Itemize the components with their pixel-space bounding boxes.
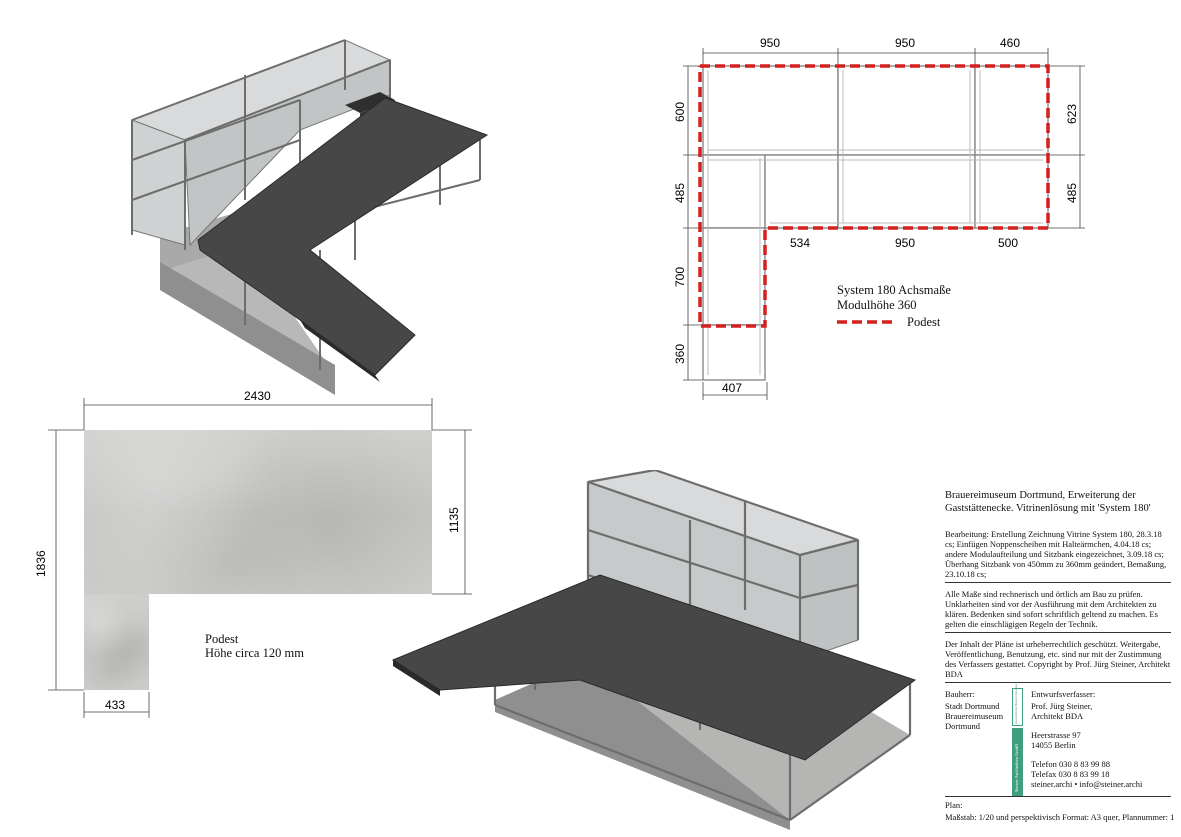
verification-note: Alle Maße sind rechnerisch und örtlich am Bau zu prüfen. Unklarheiten sind vor der Ausführung mit dem Architekten zu klären. Bedenken sind sofort schriftlich geltend zu machen. Es gelten die einschlägigen Regeln der Technik.: [945, 589, 1158, 629]
designer-label: Entwurfsverfasser:: [1031, 689, 1096, 699]
plan-legend-line1: System 180 Achsmaße: [837, 283, 951, 297]
title-block: [945, 486, 1175, 826]
revision-notes: Bearbeitung: Erstellung Zeichnung Vitrine System 180, 28.3.18 cs; Einfügen Noppenscheiben mit Halteärmchen, 4.04.18 cs; andere Modulaufteilung und Sitzbank eingezeichnet, 3.09.18 cs; Überhang Sitzbank von 450mm zu 360mm geändert, Bemaßung, 23.10.18 cs;: [945, 529, 1167, 579]
perspective-top-view: [120, 30, 510, 400]
podest-height-dim: 1836: [34, 550, 48, 577]
divider: [945, 632, 1171, 633]
designer-line: Prof. Jürg Steiner,: [1031, 701, 1093, 711]
plan-right-dim-2: 485: [1065, 182, 1079, 203]
logo-top-text: Ausstellung Design Realisiert: [1014, 682, 1018, 724]
contact-line: steiner.archi • info@steiner.archi: [1031, 779, 1143, 789]
podest-slab-leg: [84, 594, 149, 690]
client-line: Stadt Dortmund: [945, 701, 1000, 711]
divider: [945, 682, 1171, 683]
plan-top-dim-2: 950: [895, 36, 916, 50]
podest-right-dim: 1135: [447, 507, 461, 533]
plan-legend-line2: Modulhöhe 360: [837, 298, 917, 312]
logo-bottom-text: Steiner Architekten GmbH: [1014, 743, 1019, 792]
system180-plan: [660, 40, 1100, 410]
plan-inner-dim-2: 950: [895, 236, 916, 250]
plan-right-dim-1: 623: [1065, 103, 1079, 124]
plan-legend-podest: Podest: [907, 315, 941, 329]
plan-top-dim-3: 460: [1000, 36, 1021, 50]
contact-line: Telefon 030 8 83 99 88: [1031, 759, 1110, 769]
divider: [945, 796, 1171, 797]
contact-line: Telefax 030 8 83 99 18: [1031, 769, 1110, 779]
plan-left-dim-1: 600: [673, 101, 687, 122]
client-line: Brauereimuseum: [945, 711, 1004, 721]
divider: [945, 582, 1171, 583]
client-line: Dortmund: [945, 721, 980, 731]
podest-sublabel: Höhe circa 120 mm: [205, 646, 304, 660]
copyright-note: Der Inhalt der Pläne ist urheberrechtlich geschützt. Weitergabe, Veröffentlichung, Benutzung, etc. sind nur mit der Zustimmung des Verfassers gestattet. Copyright by Prof. Jürg Steiner, Architekt BDA: [945, 639, 1171, 679]
plan-info: Maßstab: 1/20 und perspektivisch Format: A3 quer, Plannummer: 1: [945, 812, 1175, 822]
address-line: Heerstrasse 97: [1031, 730, 1081, 740]
plan-bottom-dim: 407: [722, 381, 743, 395]
client-label: Bauherr:: [945, 689, 975, 699]
podest-slab-top: [84, 430, 432, 594]
project-title: Brauereimuseum Dortmund, Erweiterung der Gaststättenecke. Vitrinenlösung mit 'System 180': [945, 490, 1151, 514]
plan-label: Plan:: [945, 800, 963, 810]
plan-inner-dim-1: 534: [790, 236, 811, 250]
plan-left-dim-3: 700: [673, 266, 687, 287]
perspective-bottom-view: [390, 470, 930, 830]
podest-label: Podest: [205, 632, 239, 646]
plan-left-dim-2: 485: [673, 182, 687, 203]
designer-line: Architekt BDA: [1031, 711, 1084, 721]
podest-bottom-dim: 433: [105, 698, 126, 712]
address-line: 14055 Berlin: [1031, 740, 1076, 750]
architect-logo: [1012, 682, 1023, 796]
plan-left-dim-4: 360: [673, 343, 687, 364]
plan-inner-dim-3: 500: [998, 236, 1019, 250]
plan-top-dim-1: 950: [760, 36, 781, 50]
podest-width-dim: 2430: [244, 389, 271, 403]
